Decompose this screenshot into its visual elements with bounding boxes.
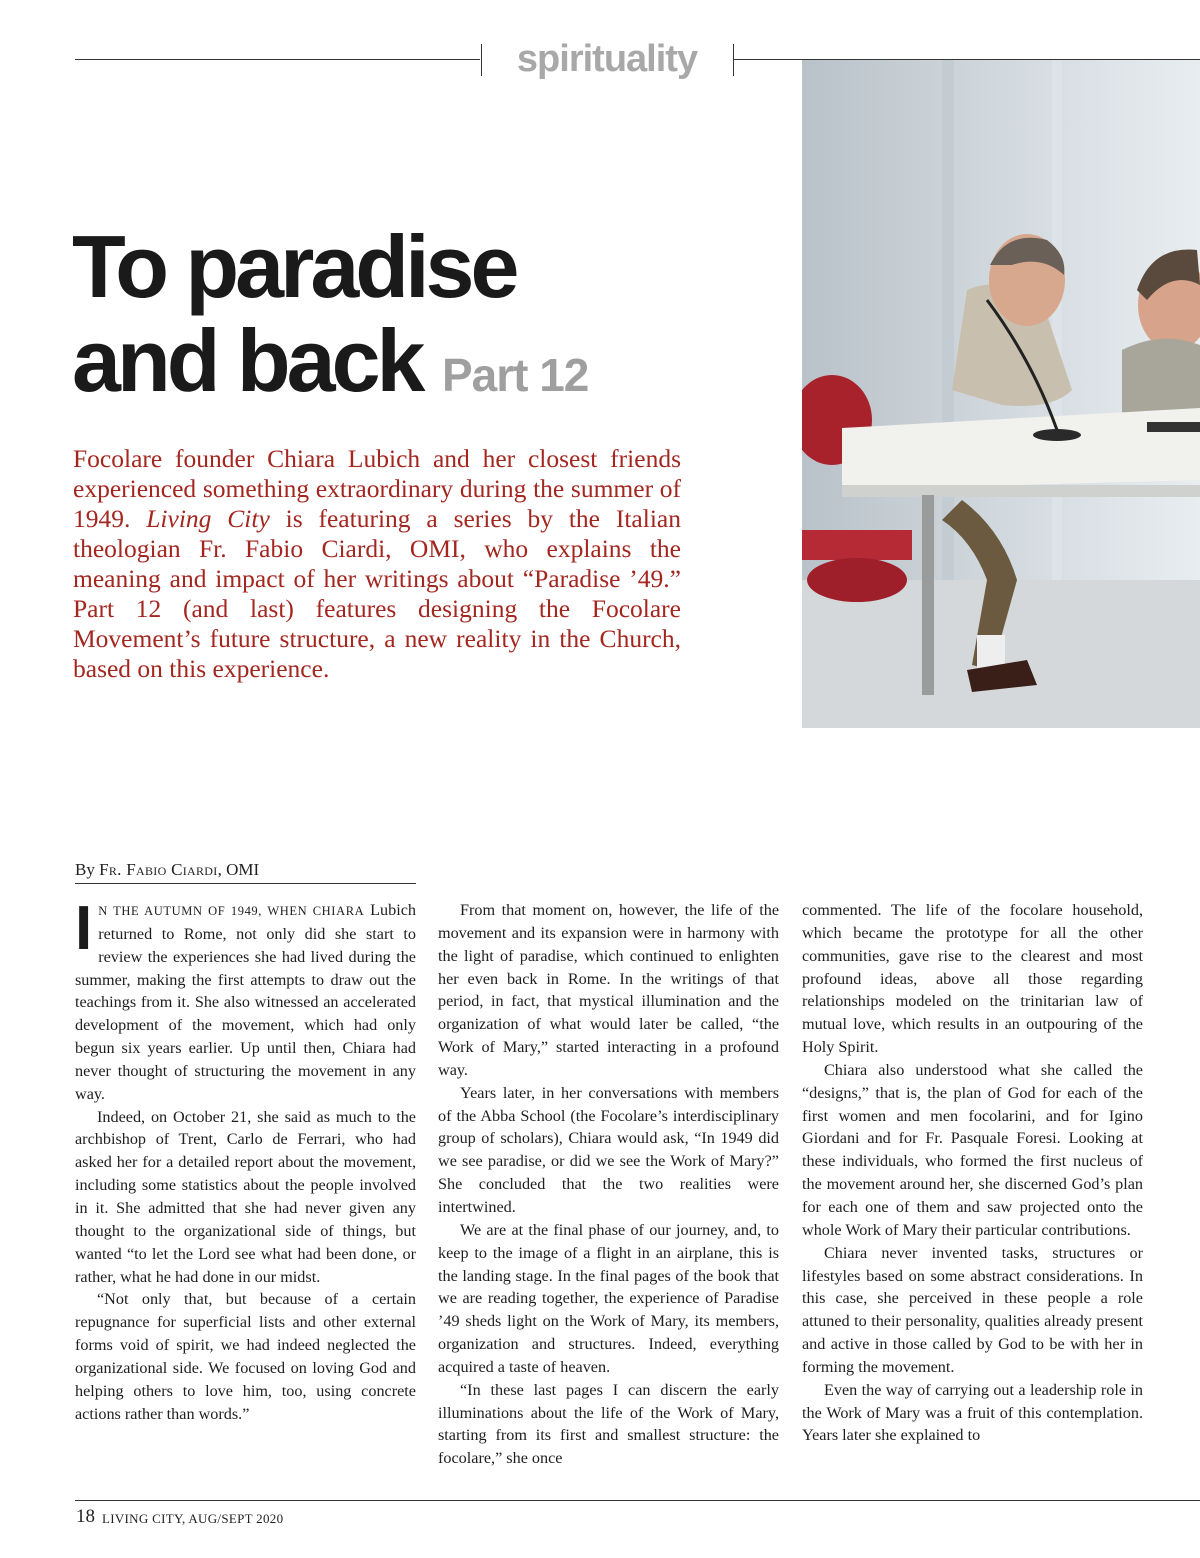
- title-line-2: and back: [72, 311, 422, 410]
- deck-text-2: is featuring a series by the Italian theologian Fr. Fabio Ciardi, OMI, who explains the meaning and impact of her writings about “Paradise ’49.” Part 12 (and last) features designing the Focolare Movement’s future structure, a new reality in the Church, based on this experience.: [73, 504, 681, 683]
- article-title: [72, 217, 792, 422]
- paragraph: From that moment on, however, the life of the movement and its expansion were in harmony with the light of paradise, which continued to enlighten her even back in Rome. In the writings of that period, in fact, that mystical illumination and the organization of what would later be called, “the Work of Mary,” started interacting in a profound way.: [438, 901, 779, 1079]
- byline-suffix: , OMI: [217, 860, 260, 879]
- article-photo: [802, 60, 1200, 728]
- paragraph: Chiara never invented tasks, structures or lifestyles based on some abstract considerations. In this case, she perceived in these people a role attuned to their personality, qualities already present and active in those called by God to be with her in forming the movement.: [802, 1243, 1143, 1376]
- article-deck: [73, 444, 681, 684]
- byline-rule: [75, 883, 416, 884]
- paragraph: [75, 894, 416, 1106]
- page-number: 18: [76, 1506, 95, 1527]
- paragraph: commented. The life of the focolare household, which became the prototype for all the other communities, gave rise to the clearest and most profound ideas, above all those regarding relationships modeled on the trinitarian law of mutual love, which results in an outpouring of the Holy Spirit.: [802, 901, 1143, 1057]
- photo-illustration: [802, 60, 1200, 728]
- byline-by: By: [75, 860, 100, 879]
- paragraph: Chiara also understood what she called the “designs,” that is, the plan of God for each of the first women and men focolarini, and for Igino Giordani and for Fr. Pasquale Foresi. Looking at these individuals, who formed the first nucleus of the movement around her, she discerned God’s plan for each one of them and saw projected onto the whole Work of Mary their particular contributions.: [802, 1060, 1143, 1239]
- column-1: [75, 894, 416, 1425]
- header-rule-tick-left: [481, 44, 482, 76]
- paragraph: We are at the final phase of our journey, and, to keep to the image of a flight in an airplane, this is the landing stage. In the final pages of the book that we are reading together, the experience of Paradise ’49 sheds light on the Work of Mary, its members, organization and structures. Indeed, everything acquired a taste of heaven.: [438, 1220, 779, 1376]
- header-rule-tick-right: [733, 44, 734, 76]
- lead-in: N THE AUTUMN OF 1949, WHEN CHIARA: [98, 904, 365, 918]
- drop-cap: I: [75, 894, 93, 963]
- byline: [75, 860, 259, 880]
- deck-text-1: Focolare founder Chiara Lubich and her closest friends experienced something extraordinary during the summer of 1949.: [73, 444, 681, 533]
- title-part: Part 12: [441, 349, 589, 401]
- title-line-1: To paradise: [72, 217, 516, 316]
- paragraph-text: Lubich returned to Rome, not only did she start to review the experiences she had lived during the summer, making the first attempts to draw out the teachings from it. She also witnessed an accelerated development of the movement, which had only begun six years earlier. Up until then, Chiara had never thought of structuring the movement in any way.: [75, 901, 416, 1103]
- paragraph: Indeed, on October 21, she said as much to the archbishop of Trent, Carlo de Ferrari, who had asked her for a detailed report about the movement, including some statistics about the people involved in it. She admitted that she had never given any thought to the organizational side of things, but wanted “to let the Lord see what had been done, or rather, what he had done in our midst.: [75, 1107, 416, 1286]
- footer-rule: [75, 1500, 1200, 1501]
- column-2: [438, 899, 779, 1470]
- section-label: spirituality: [516, 38, 698, 80]
- byline-name: Fr. Fabio Ciardi: [99, 860, 218, 879]
- paragraph: Even the way of carrying out a leadership role in the Work of Mary was a fruit of this contemplation. Years later she explained to: [802, 1380, 1143, 1445]
- paragraph: “Not only that, but because of a certain repugnance for superficial lists and other external forms void of spirit, we had indeed neglected the organizational side. We focused on loving God and helping others to love him, too, using concrete actions rather than words.”: [75, 1290, 416, 1423]
- paragraph: Years later, in her conversations with members of the Abba School (the Focolare’s interdisciplinary group of scholars), Chiara would ask, “In 1949 did we see paradise, or did we see the Work of Mary?” She concluded that the two realities were intertwined.: [438, 1083, 779, 1216]
- footer-publication: LIVING CITY, AUG/SEPT 2020: [102, 1511, 284, 1526]
- column-3: [802, 899, 1143, 1447]
- header-rule-left: [75, 59, 480, 60]
- deck-publication-name: Living City: [146, 504, 270, 533]
- paragraph: “In these last pages I can discern the early illuminations about the life of the Work of Mary, starting from its first and smallest structure: the focolare,” she once: [438, 1380, 779, 1468]
